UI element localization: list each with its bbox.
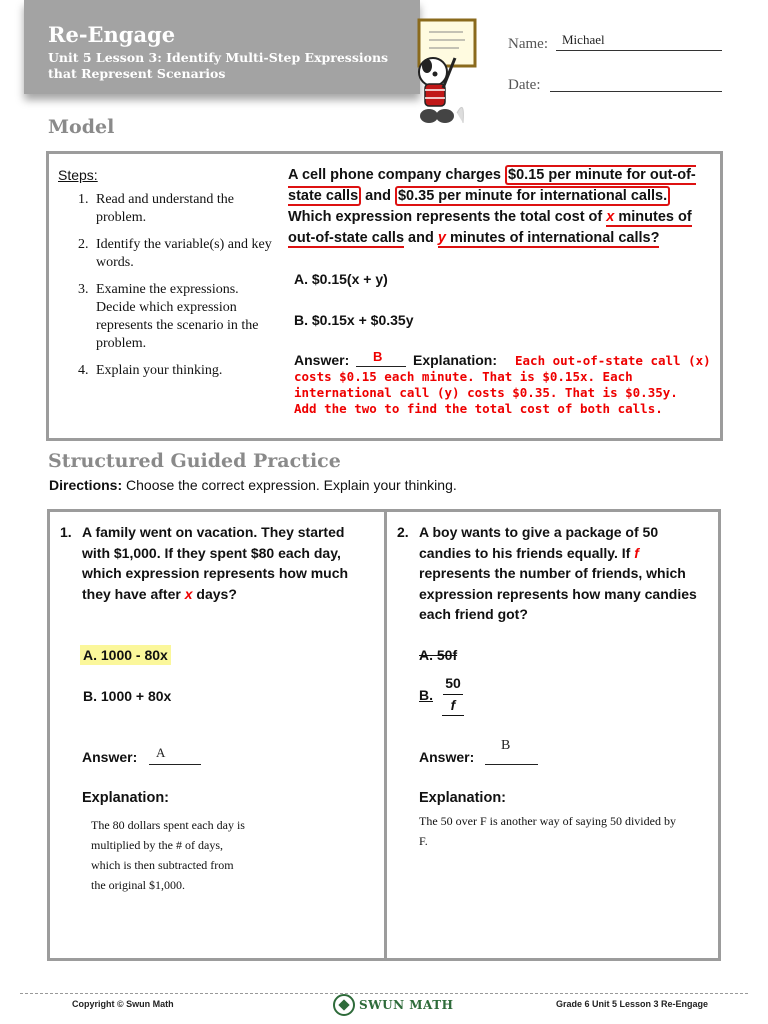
choice-b-underline [442, 715, 464, 716]
footer-copyright: Copyright © Swun Math [72, 999, 174, 1009]
guided-practice-title: Structured Guided Practice [48, 450, 341, 472]
question-2-explanation: The 50 over F is another way of saying 50 divided by F. [419, 814, 676, 848]
question-1-explanation-label: Explanation: [82, 790, 170, 806]
date-label: Date: [508, 77, 541, 93]
variable-f: f [634, 544, 639, 561]
directions-text: Choose the correct expression. Explain your thinking. [126, 477, 457, 493]
highlight-international-rate: $0.35 per minute for international calls. [395, 186, 670, 206]
footer-course: Grade 6 Unit 5 Lesson 3 Re-Engage [556, 999, 709, 1009]
question-2-answer-label: Answer: [419, 749, 475, 765]
question-1-text: A family went on vacation. They started with $1,000. If they spent $80 each day, which expression represents how much they have after x days? [82, 524, 349, 602]
name-label: Name: [508, 36, 548, 52]
directions-label: Directions: [49, 477, 123, 493]
date-field[interactable] [550, 91, 722, 92]
question-1-choice-a [80, 647, 171, 663]
model-problem-text: A cell phone company charges $0.15 per minute for out-of-state calls and $0.35 per minute for international calls. Which expression represents the total cost of x minutes of out-of-state calls and y minutes of international calls? [288, 167, 696, 246]
question-2-number: 2. [397, 524, 409, 540]
model-section-title: Model [48, 116, 115, 138]
step-item: 1. Read and understand the problem. [92, 191, 276, 227]
model-explanation-line: Add the two to find the total cost of both calls. [294, 401, 663, 416]
question-2-choice-a: A. 50f [419, 647, 458, 663]
model-answer-line [356, 366, 406, 367]
steps-list [58, 167, 276, 389]
lesson-subtitle: Unit 5 Lesson 3: Identify Multi-Step Expressions that Represent Scenarios [48, 50, 389, 81]
directions [49, 477, 457, 493]
page-title: Re-Engage [48, 22, 176, 47]
steps-title: Steps: [58, 167, 98, 183]
variable-x: x [606, 209, 615, 225]
name-field[interactable] [556, 50, 722, 51]
model-explanation-line: costs $0.15 each minute. That is $0.15x. Each [294, 369, 633, 384]
fraction-bar [443, 694, 463, 695]
footer-divider [20, 993, 748, 994]
question-2-text: A boy wants to give a package of 50 candies to his friends equally. If f represents the number of friends, which expression represents how many candies each friend got? [419, 524, 697, 622]
fraction-numerator: 50 [445, 675, 461, 691]
name-value: Michael [562, 32, 605, 47]
question-1-number: 1. [60, 524, 72, 540]
model-choice-a: A. $0.15(x + y) [294, 271, 388, 287]
step-item: 3. Examine the expressions. Decide which expression represents the scenario in the problem. [92, 281, 276, 353]
step-item: 4. Explain your thinking. [92, 362, 276, 380]
question-2-answer-value: B [501, 738, 511, 753]
question-1-choice-b: B. 1000 + 80x [83, 688, 172, 704]
model-explanation-line: Each out-of-state call (x) [515, 353, 711, 368]
step-item: 2. Identify the variable(s) and key words. [92, 236, 276, 272]
question-2-answer-line [485, 764, 538, 765]
question-1-answer-value: A [156, 745, 166, 760]
variable-x: x [184, 585, 193, 602]
question-1-explanation: The 80 dollars spent each day is multiplied by the # of days, which is then subtracted from the original $1,000. [91, 818, 245, 892]
variable-y: y [437, 230, 446, 246]
model-choice-b: B. $0.15x + $0.35y [294, 312, 414, 328]
highlighted-choice: A. 1000 - 80x [80, 645, 171, 665]
question-2-choice-b-label: B. [419, 687, 433, 703]
model-answer-value: B [373, 349, 383, 364]
question-2-explanation-label: Explanation: [419, 790, 507, 806]
swun-logo-icon [333, 994, 355, 1016]
model-answer-label: Answer: [294, 352, 350, 368]
mascot-illustration [405, 18, 485, 133]
column-divider [384, 512, 387, 958]
footer-brand: SWUN MATH [359, 998, 454, 1012]
fraction-denominator: f [450, 697, 456, 713]
question-1-answer-label: Answer: [82, 749, 138, 765]
question-1-answer-line [149, 764, 201, 765]
model-explanation-label: Explanation: [413, 352, 498, 368]
highlight-out-of-state-rate: $0.15 per minute for out-of-state calls [288, 167, 696, 204]
model-explanation-line: international call (y) costs $0.35. That is $0.35y. [294, 385, 678, 400]
